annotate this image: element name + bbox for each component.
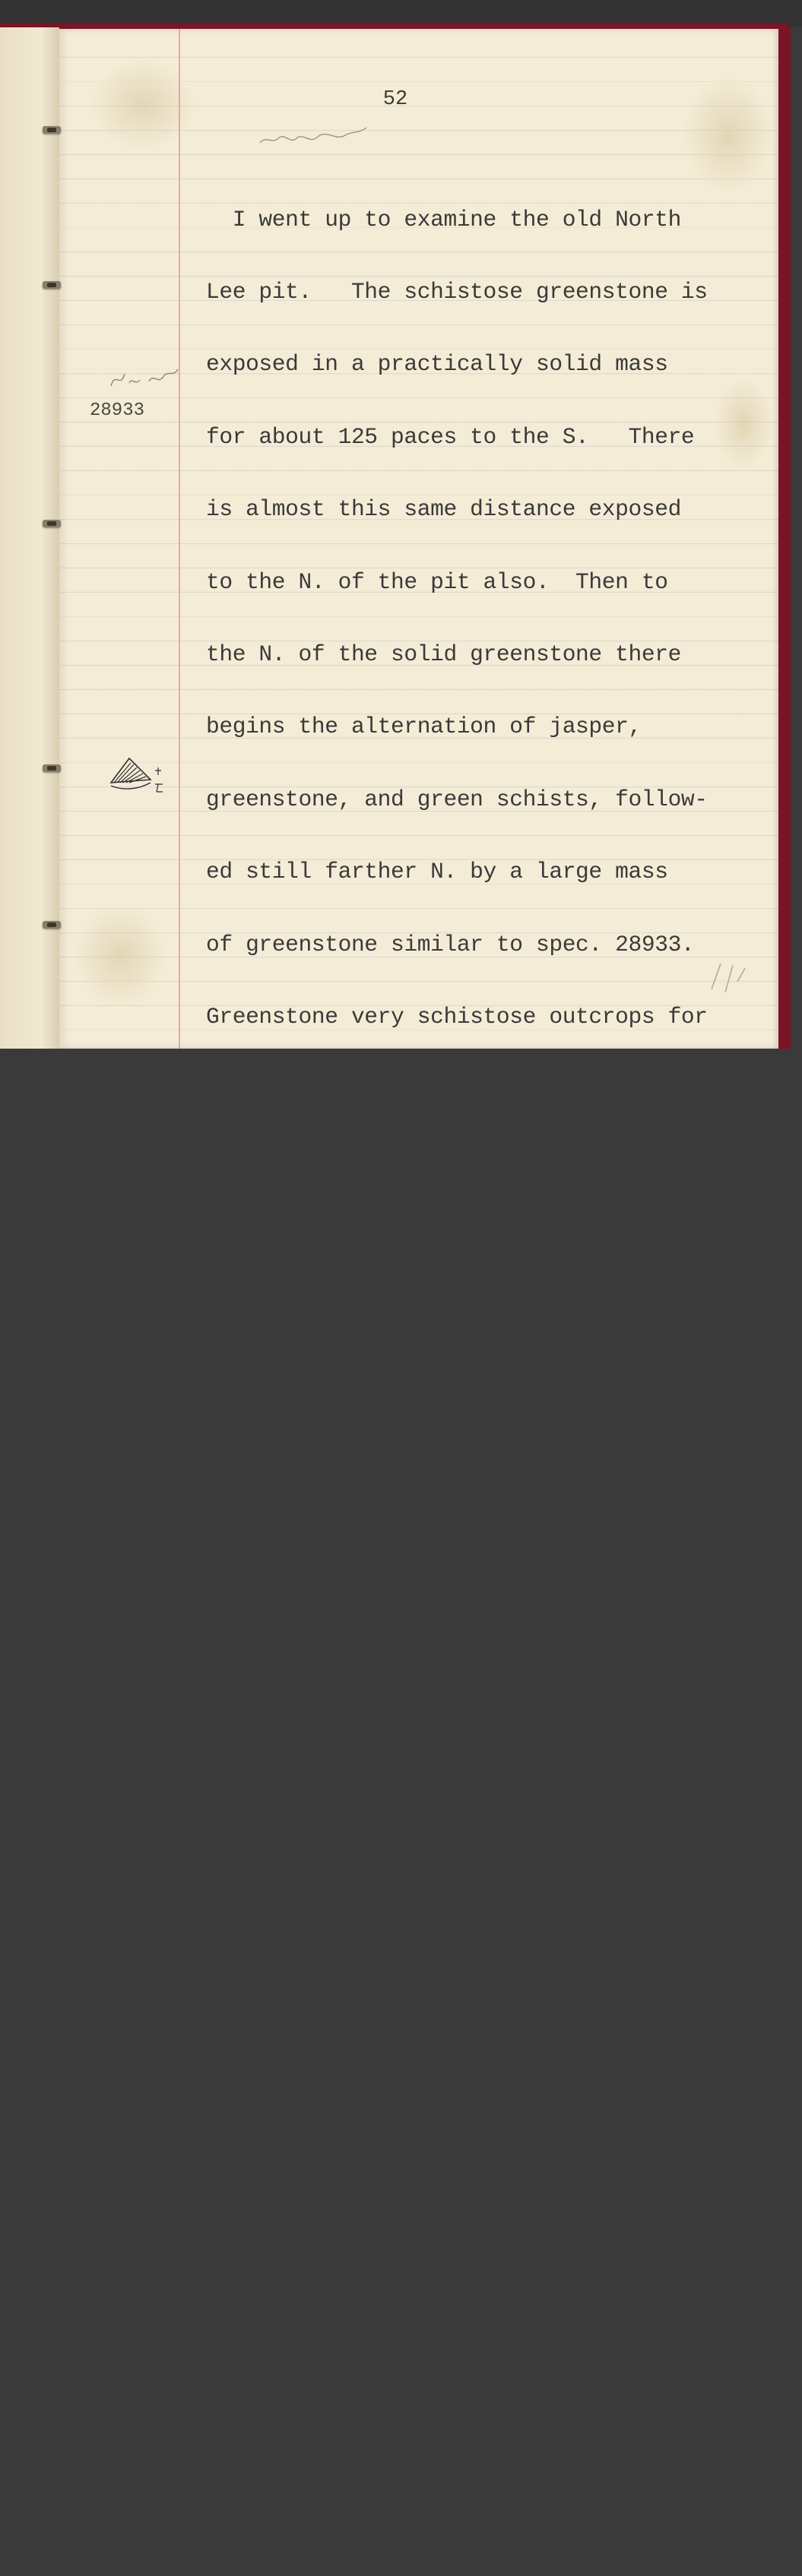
body-line: is almost this same distance exposed	[206, 496, 681, 523]
binder-ring-icon	[43, 764, 61, 772]
body-line: to the N. of the pit also. Then to	[206, 568, 668, 595]
paper-stain	[90, 59, 196, 150]
body-line: strikes E. and W. This greenstone	[206, 1221, 668, 1248]
typed-body-text	[206, 160, 784, 2576]
body-line: and I learn from Mr. Ball that under-	[206, 1801, 695, 1828]
body-line: sures on the surface show that it very	[206, 1656, 708, 1682]
left-page-edge	[0, 27, 59, 1049]
binder-ring-icon	[43, 281, 61, 289]
body-line: a considerable distance both to the N.	[206, 1076, 708, 1103]
body-line: exposed in a practically solid mass	[206, 351, 668, 378]
body-line: and filling the cavities. This ore	[206, 2381, 668, 2407]
body-line: I went up to examine the old North	[206, 206, 681, 233]
body-line: nearly cuts out the jasper to the E.,	[206, 1728, 695, 1755]
body-line: begins the alternation of jasper,	[206, 714, 642, 740]
body-line: runs in veins across the bands of	[206, 2453, 655, 2479]
body-line: small lenses and stringers of jasper	[206, 1366, 681, 1392]
body-line: been introduced, healing the cracks	[206, 2308, 668, 2334]
body-line: and S. of the pit. The schistosity	[206, 1148, 681, 1175]
binder-ring-icon	[43, 921, 61, 929]
body-line: the N. of the solid greenstone there	[206, 641, 681, 667]
body-line: and white chert which have clearly	[206, 1438, 655, 1465]
paper-stain	[74, 903, 166, 1009]
body-line: was rendered schistose. The expo-	[206, 1584, 668, 1610]
body-line: greenstone, and green schists, follow-	[206, 786, 708, 812]
body-line: ed still farther N. by a large mass	[206, 859, 668, 885]
margin-specimen-number: 28933	[90, 400, 145, 421]
body-line: road the jasper shows a small V of	[206, 2018, 655, 2045]
body-line: for about 125 paces to the S. There	[206, 423, 695, 450]
pencil-scrawl-icon	[106, 363, 182, 394]
body-line: greenstone in it pitching to the E.	[206, 2090, 668, 2117]
binder-ring-icon	[43, 126, 61, 134]
pencil-sketch-icon	[106, 752, 175, 798]
body-line: the E. Just E. of the pit across the	[206, 1945, 708, 1972]
body-line: Lee pit. The schistose greenstone is	[206, 278, 708, 305]
body-line: of greenstone similar to spec. 28933.	[206, 931, 695, 957]
body-line: Greenstone very schistose outcrops for	[206, 1003, 708, 1030]
body-line: jasper and all through them. The	[206, 2526, 655, 2552]
body-line: been introduced since the greenstone	[206, 1511, 681, 1537]
pencil-scrawl-icon	[257, 122, 371, 152]
body-line: very badly broken up and the ore has	[206, 2236, 681, 2262]
binder-ring-icon	[43, 520, 61, 527]
body-line: The jasper of the North Lee pit is	[206, 2163, 681, 2190]
page-number: 52	[382, 88, 408, 111]
margin-rule	[179, 29, 180, 1049]
body-line: contains near the main jasper mass	[206, 1293, 655, 1320]
body-line: ground it does cut off the jasper to	[206, 1873, 681, 1900]
